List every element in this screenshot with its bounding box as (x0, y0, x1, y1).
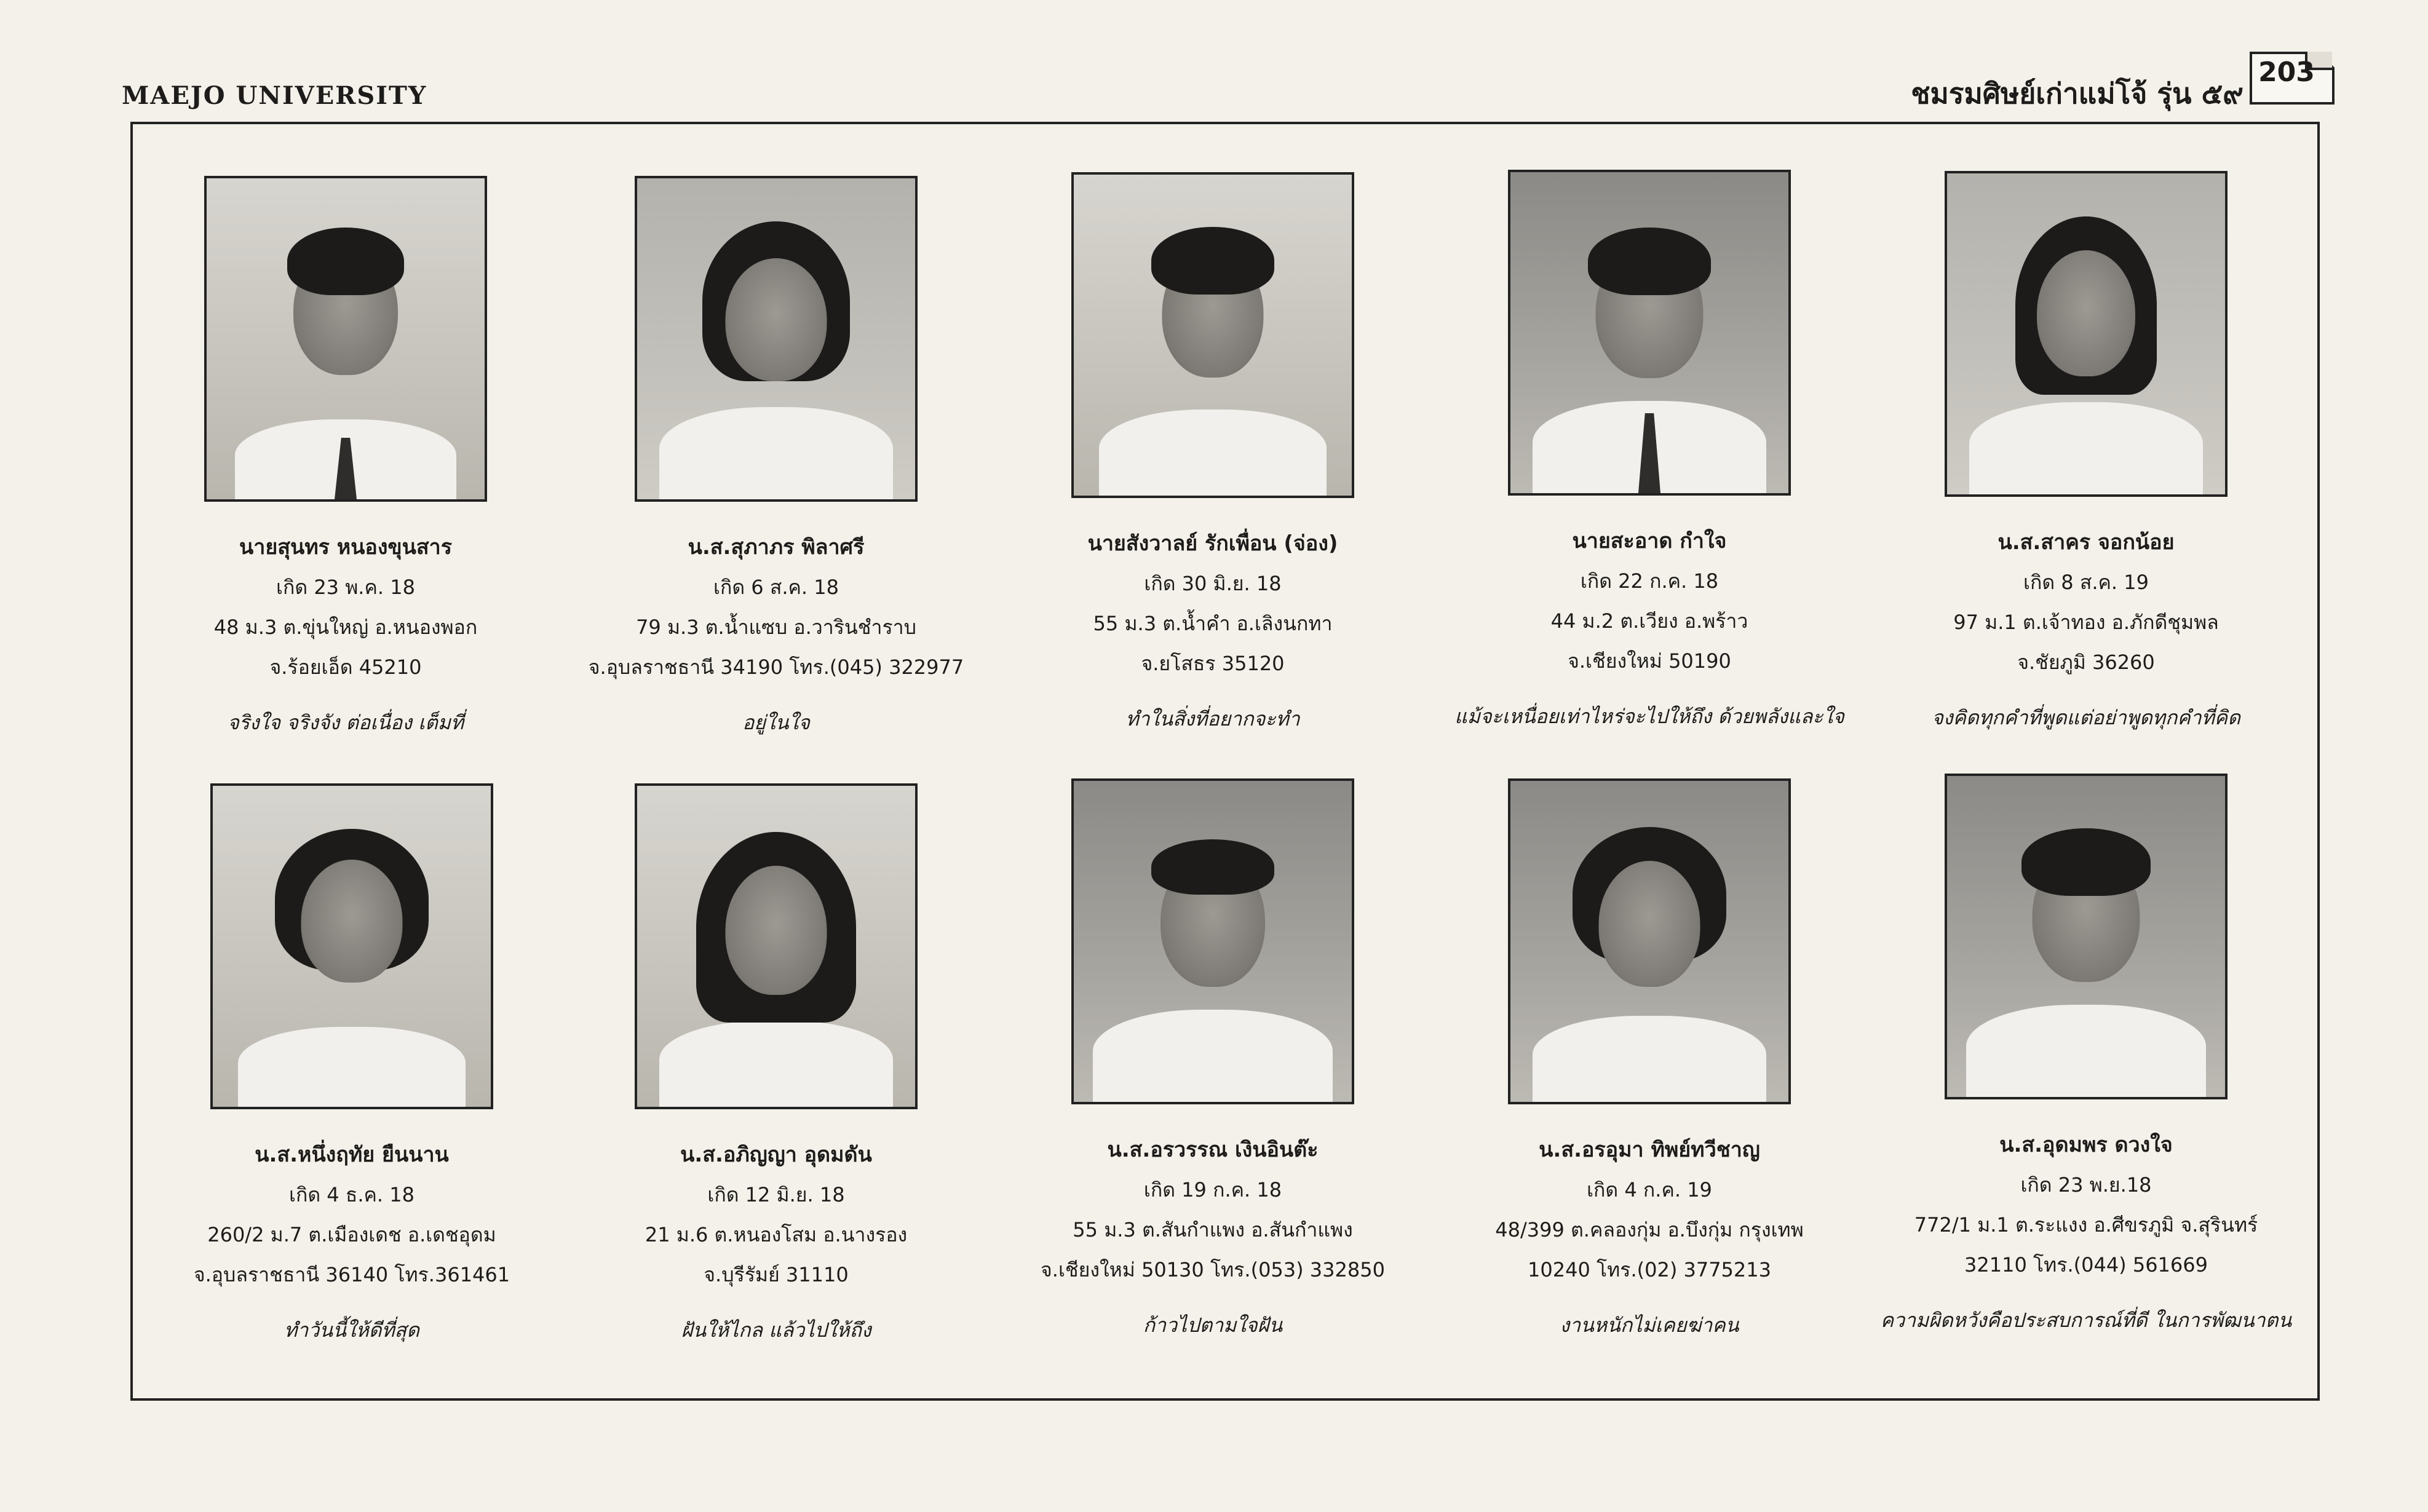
student-address-line-1: 79 ม.3 ต.น้ำแซบ อ.วารินชำราบ (636, 615, 916, 639)
student-card (1434, 778, 1865, 1340)
student-name: น.ส.อรวรรณ เงินอินต๊ะ (1107, 1138, 1319, 1162)
student-photo (1945, 171, 2228, 497)
header-university-name: MAEJO UNIVERSITY (122, 81, 427, 110)
page-header (0, 0, 2428, 123)
student-address-line-1: 260/2 ม.7 ต.เมืองเดช อ.เดชอุดม (207, 1223, 496, 1246)
student-address-line-2: จ.ร้อยเอ็ด 45210 (269, 655, 422, 679)
student-card (1434, 170, 1865, 731)
student-address-line-2: จ.ยโสธร 35120 (1141, 652, 1285, 675)
student-card (1871, 171, 2301, 732)
student-birth: เกิด 30 มิ.ย. 18 (1144, 572, 1282, 595)
student-photo (204, 176, 487, 502)
student-address-line-2: จ.อุบลราชธานี 34190 โทร.(045) 322977 (588, 655, 964, 679)
student-address-line-2: 10240 โทร.(02) 3775213 (1528, 1258, 1771, 1281)
page-number: 203 (2258, 57, 2315, 88)
student-address-line-1: 44 ม.2 ต.เวียง อ.พร้าว (1550, 609, 1748, 633)
student-birth: เกิด 4 ธ.ค. 18 (289, 1183, 415, 1206)
student-name: นายสุนทร หนองขุนสาร (239, 535, 453, 560)
student-card (561, 176, 991, 737)
student-name: น.ส.หนึ่งฤทัย ยืนนาน (255, 1142, 449, 1167)
student-photo (210, 783, 493, 1109)
student-name: น.ส.อุดมพร ดวงใจ (1999, 1133, 2173, 1157)
header-alumni-title: ชมรมศิษย์เก่าแม่โจ้ รุ่น ๕๙ (1911, 77, 2244, 110)
student-card (561, 783, 991, 1345)
student-birth: เกิด 12 มิ.ย. 18 (707, 1183, 845, 1206)
student-card (998, 172, 1428, 734)
student-card (130, 176, 561, 737)
student-birth: เกิด 23 พ.ย.18 (2020, 1173, 2152, 1197)
student-address-line-2: จ.เชียงใหม่ 50190 (1568, 649, 1731, 673)
student-address-line-1: 97 ม.1 ต.เจ้าทอง อ.ภักดีชุมพล (1953, 611, 2219, 634)
student-birth: เกิด 8 ส.ค. 19 (2023, 571, 2149, 594)
student-grid (130, 122, 2320, 1401)
student-address-line-2: จ.อุบลราชธานี 36140 โทร.361461 (193, 1263, 510, 1286)
student-photo (1071, 778, 1354, 1104)
student-address-line-1: 21 ม.6 ต.หนองโสม อ.นางรอง (645, 1223, 908, 1246)
student-birth: เกิด 6 ส.ค. 18 (713, 576, 839, 599)
student-birth: เกิด 4 ก.ค. 19 (1587, 1178, 1712, 1201)
student-birth: เกิด 23 พ.ค. 18 (276, 576, 415, 599)
student-photo (1508, 778, 1791, 1104)
student-motto: อยู่ในใจ (742, 711, 810, 734)
student-address-line-2: 32110 โทร.(044) 561669 (1964, 1253, 2208, 1276)
student-birth: เกิด 22 ก.ค. 18 (1580, 569, 1719, 593)
student-photo (635, 176, 918, 502)
student-motto: จงคิดทุกคำที่พูดแต่อย่าพูดทุกคำที่คิด (1932, 706, 2240, 729)
student-address-line-2: จ.ชัยภูมิ 36260 (2017, 651, 2155, 674)
student-name: นายสังวาลย์ รักเพื่อน (จ่อง) (1087, 531, 1338, 556)
student-motto: งานหนักไม่เคยฆ่าคน (1560, 1313, 1739, 1337)
student-card (1871, 774, 2301, 1335)
student-address-line-1: 48 ม.3 ต.ขุ่นใหญ่ อ.หนองพอก (213, 615, 478, 639)
student-address-line-1: 55 ม.3 ต.สันกำแพง อ.สันกำแพง (1073, 1218, 1353, 1241)
student-motto: ความผิดหวังคือประสบการณ์ที่ดี ในการพัฒนาตน (1880, 1308, 2292, 1332)
student-motto: ทำในสิ่งที่อยากจะทำ (1125, 707, 1300, 730)
student-address-line-2: จ.เชียงใหม่ 50130 โทร.(053) 332850 (1041, 1258, 1385, 1281)
student-photo (1945, 774, 2228, 1099)
student-name: น.ส.สุภาภร พิลาศรี (688, 535, 865, 560)
student-address-line-2: จ.บุรีรัมย์ 31110 (704, 1263, 849, 1286)
student-motto: จริงใจ จริงจัง ต่อเนื่อง เต็มที่ (228, 711, 464, 734)
student-birth: เกิด 19 ก.ค. 18 (1143, 1178, 1282, 1201)
student-photo (1071, 172, 1354, 498)
student-motto: แม้จะเหนื่อยเท่าไหร่จะไปให้ถึง ด้วยพลังและใจ (1454, 705, 1844, 728)
student-name: น.ส.อรอุมา ทิพย์ทวีชาญ (1539, 1138, 1760, 1162)
student-card (137, 783, 567, 1345)
student-name: น.ส.สาคร จอกน้อย (1998, 530, 2175, 555)
student-motto: ก้าวไปตามใจฝัน (1143, 1313, 1283, 1337)
student-address-line-1: 55 ม.3 ต.น้ำคำ อ.เลิงนกทา (1093, 612, 1333, 635)
student-photo (1508, 170, 1791, 496)
student-name: น.ส.อภิญญา อุดมดัน (680, 1142, 872, 1167)
student-address-line-1: 772/1 ม.1 ต.ระแงง อ.ศีขรภูมิ จ.สุรินทร์ (1914, 1213, 2258, 1237)
student-card (998, 778, 1428, 1340)
student-address-line-1: 48/399 ต.คลองกุ่ม อ.บึงกุ่ม กรุงเทพ (1495, 1218, 1804, 1241)
student-motto: ทำวันนี้ให้ดีที่สุด (284, 1318, 419, 1342)
student-photo (635, 783, 918, 1109)
student-motto: ฝันให้ไกล แล้วไปให้ถึง (681, 1318, 871, 1342)
student-name: นายสะอาด กำใจ (1572, 529, 1727, 553)
